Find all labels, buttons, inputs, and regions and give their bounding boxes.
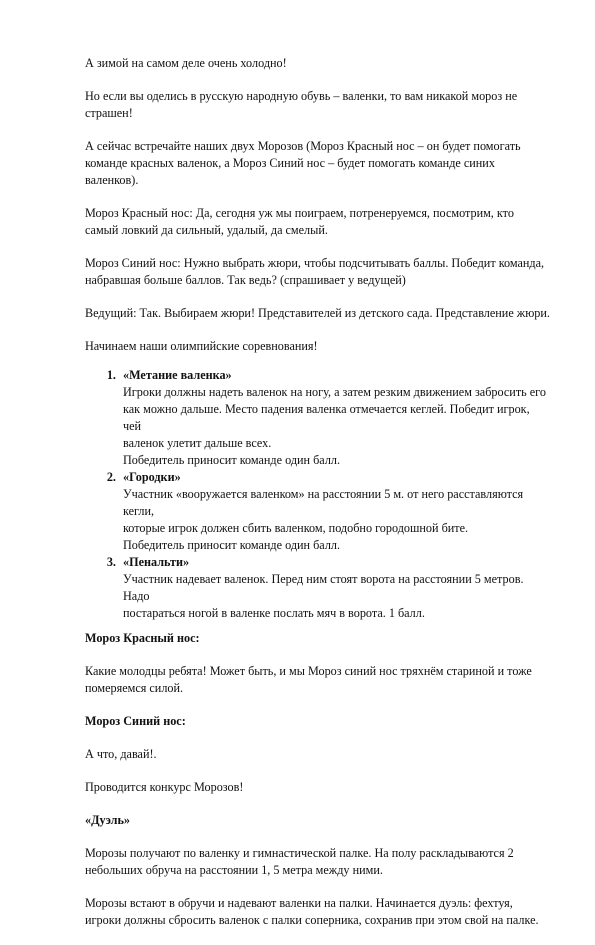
contest-item <box>119 554 550 622</box>
heading-red-nose: Мороз Красный нос: <box>85 631 200 645</box>
contest-line: Участник надевает валенок. Перед ним стоят ворота на расстоянии 5 метров. Надо <box>123 572 524 603</box>
paragraph-host: Ведущий: Так. Выбираем жюри! Представителей из детского сада. Представление жюри. <box>85 306 550 320</box>
paragraph-contest-intro: Проводится конкурс Морозов! <box>85 780 244 794</box>
heading-duel: «Дуэль» <box>85 813 130 827</box>
paragraph-start: Начинаем наши олимпийские соревнования! <box>85 339 318 353</box>
contest-line: Участник «вооружается валенком» на расстоянии 5 м. от него расставляются кегли, <box>123 487 524 518</box>
contest-title: 3. «Пенальти» <box>123 555 190 569</box>
contest-line: которые игрок должен сбить валенком, подобно городошной бите. <box>123 521 469 535</box>
paragraph-red-nose: Мороз Красный нос: Да, сегодня уж мы поиграем, потренеруемся, посмотрим, кто самый ловкий да сильный, удалый, да смелый. <box>85 206 514 237</box>
paragraph-valenki: Но если вы оделись в русскую народную обувь – валенки, то вам никакой мороз не страшен! <box>85 89 518 120</box>
paragraph-blue-speech: А что, давай!. <box>85 747 157 761</box>
paragraph-cold: А зимой на самом деле очень холодно! <box>85 56 287 70</box>
contest-description <box>123 571 550 622</box>
contest-line: валенок улетит дальше всех. <box>123 436 272 450</box>
contest-line: Победитель приносит команде один балл. <box>123 538 341 552</box>
paragraph-blue-nose: Мороз Синий нос: Нужно выбрать жюри, чтобы подсчитывать баллы. Победит команда, набравшая больше баллов. Так ведь? (спрашивает у ведущей) <box>85 256 545 287</box>
contest-line: как можно дальше. Место падения валенка отмечается кеглей. Победит игрок, чей <box>123 402 530 433</box>
heading-blue-nose: Мороз Синий нос: <box>85 714 186 728</box>
paragraph-red-speech: Какие молодцы ребята! Может быть, и мы Мороз синий нос тряхнём стариной и тоже померяемся силой. <box>85 664 532 695</box>
contest-title: 1. «Метание валенка» <box>123 368 232 382</box>
contest-line: постараться ногой в валенке послать мяч в ворота. 1 балл. <box>123 606 425 620</box>
paragraph-meet-morozy: А сейчас встречайте наших двух Морозов (Мороз Красный нос – он будет помогать команде красных валенок, а Мороз Синий нос – будет помогать команде синих валенков). <box>85 139 521 187</box>
contest-description <box>123 486 550 554</box>
paragraph-duel-setup: Морозы получают по валенку и гимнастической палке. На полу раскладываются 2 небольших обруча на расстоянии 1, 5 метра между ними. <box>85 846 514 877</box>
contest-title: 2. «Городки» <box>123 470 181 484</box>
paragraph-duel-rules: Морозы встают в обручи и надевают валенки на палки. Начинается дуэль: фехтуя, игроки должны сбросить валенок с палки соперника, сохранив при этом свой на палке. <box>85 896 539 927</box>
contest-list <box>85 367 550 622</box>
contest-item <box>119 469 550 554</box>
contest-line: Игроки должны надеть валенок на ногу, а затем резким движением забросить его <box>123 385 546 399</box>
document-body <box>85 55 550 945</box>
contest-line: Победитель приносит команде один балл. <box>123 453 341 467</box>
contest-item <box>119 367 550 469</box>
contest-description <box>123 384 550 469</box>
